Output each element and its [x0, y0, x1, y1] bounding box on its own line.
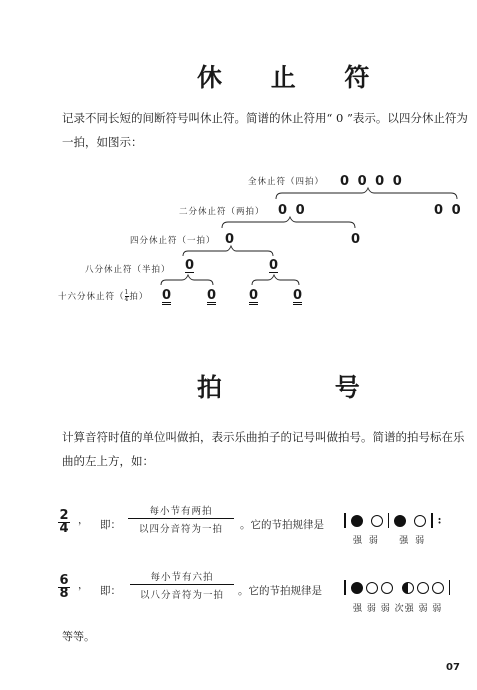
- strong-beat-icon: [351, 515, 363, 527]
- repeat-colon: :: [437, 513, 442, 527]
- fraction-top-text: 每小节有六拍: [150, 572, 214, 583]
- brace-whole: [276, 188, 457, 199]
- rests-intro: 记录不同长短的间断符号叫休止符。简谱的休止符用“ 0 ”表示。以四分休止符为一拍，如图示：: [62, 111, 468, 149]
- strong-beat-icon: [394, 515, 406, 527]
- secondary-strong-beat-icon: [402, 582, 414, 594]
- sixteenth-rest-symbol-3: 0: [249, 288, 259, 303]
- fraction-line: [128, 518, 234, 519]
- brace-quarter: [183, 246, 273, 256]
- brace-half-left: [222, 217, 355, 228]
- weak-beat-icon: [414, 515, 426, 527]
- page-number: 07: [446, 662, 460, 673]
- brace-eighth-1: [161, 275, 213, 285]
- weak-beat-icon: [432, 582, 444, 594]
- eighth-rest-symbol-2: 0: [269, 258, 279, 273]
- brace-eighth-2: [252, 275, 299, 285]
- eighth-rest-symbol-1: 0: [185, 258, 195, 273]
- beat-labels-6-8: 强 弱 弱 次强 弱 弱: [353, 604, 443, 614]
- fraction-line: [130, 584, 234, 585]
- ie-label: 即：: [100, 519, 121, 531]
- barline: [431, 513, 433, 528]
- beat-pattern-2-4: [339, 513, 442, 528]
- fraction-numerator: 1: [124, 289, 130, 296]
- sixteenth-rest-symbol-1: 0: [162, 288, 172, 303]
- half-rest-label: 二分休止符（两拍）: [179, 207, 265, 217]
- ts-numerator: 6: [59, 573, 69, 588]
- whole-rest-label: 全休止符（四拍）: [248, 177, 325, 187]
- whole-rest-symbol: 0 0 0 0: [340, 174, 404, 189]
- fraction-bottom-text: 以四分音符为一拍: [138, 524, 223, 535]
- sixteenth-rest-symbol-4: 0: [293, 288, 303, 303]
- meter-title: 拍 号: [197, 373, 412, 402]
- quarter-rest-symbol-2: 0: [351, 232, 361, 247]
- ie-label: 即：: [100, 585, 121, 597]
- quarter-rest-label: 四分休止符（一拍）: [130, 236, 216, 246]
- meter-intro: 计算音符时值的单位叫做拍，表示乐曲拍子的记号叫做拍号。简谱的拍号标在乐曲的左上方，如：: [62, 430, 465, 468]
- comma: ，: [78, 579, 89, 591]
- time-signature-6-8: [58, 575, 70, 600]
- rule-text: 。它的节拍规律是: [240, 519, 324, 531]
- barline: [344, 580, 346, 595]
- beat-pattern-6-8: [339, 580, 455, 595]
- fraction-top-text: 每小节有两拍: [149, 506, 213, 517]
- weak-beat-icon: [417, 582, 429, 594]
- sixteenth-rest-label-pre: 十六分休止符（: [58, 292, 125, 302]
- ts-numerator: 2: [59, 508, 69, 523]
- eighth-rest-label: 八分休止符（半拍）: [85, 265, 171, 275]
- fraction-bottom-text: 以八分音符为一拍: [139, 590, 224, 601]
- sixteenth-rest-symbol-2: 0: [207, 288, 217, 303]
- rule-text: 。它的节拍规律是: [238, 585, 322, 597]
- etc-text: 等等。: [62, 630, 95, 643]
- barline: [388, 513, 390, 528]
- ts-denominator: 8: [59, 586, 69, 601]
- ts-denominator: 4: [59, 521, 69, 536]
- rests-title: 休 止 符: [197, 63, 390, 92]
- sixteenth-rest-label-post: 拍）: [129, 292, 149, 302]
- weak-beat-icon: [381, 582, 393, 594]
- strong-beat-icon: [351, 582, 363, 594]
- barline: [344, 513, 346, 528]
- barline: [449, 580, 451, 595]
- fraction-denominator: 4: [124, 296, 130, 303]
- comma: ，: [78, 514, 89, 526]
- weak-beat-icon: [366, 582, 378, 594]
- quarter-rest-symbol-1: 0: [225, 232, 235, 247]
- beat-labels-2-4: 强 弱 强 弱: [353, 536, 427, 546]
- time-signature-2-4: [58, 510, 70, 535]
- half-rest-symbol-left: 0 0: [278, 203, 307, 218]
- weak-beat-icon: [371, 515, 383, 527]
- half-rest-symbol-right: 0 0: [434, 203, 463, 218]
